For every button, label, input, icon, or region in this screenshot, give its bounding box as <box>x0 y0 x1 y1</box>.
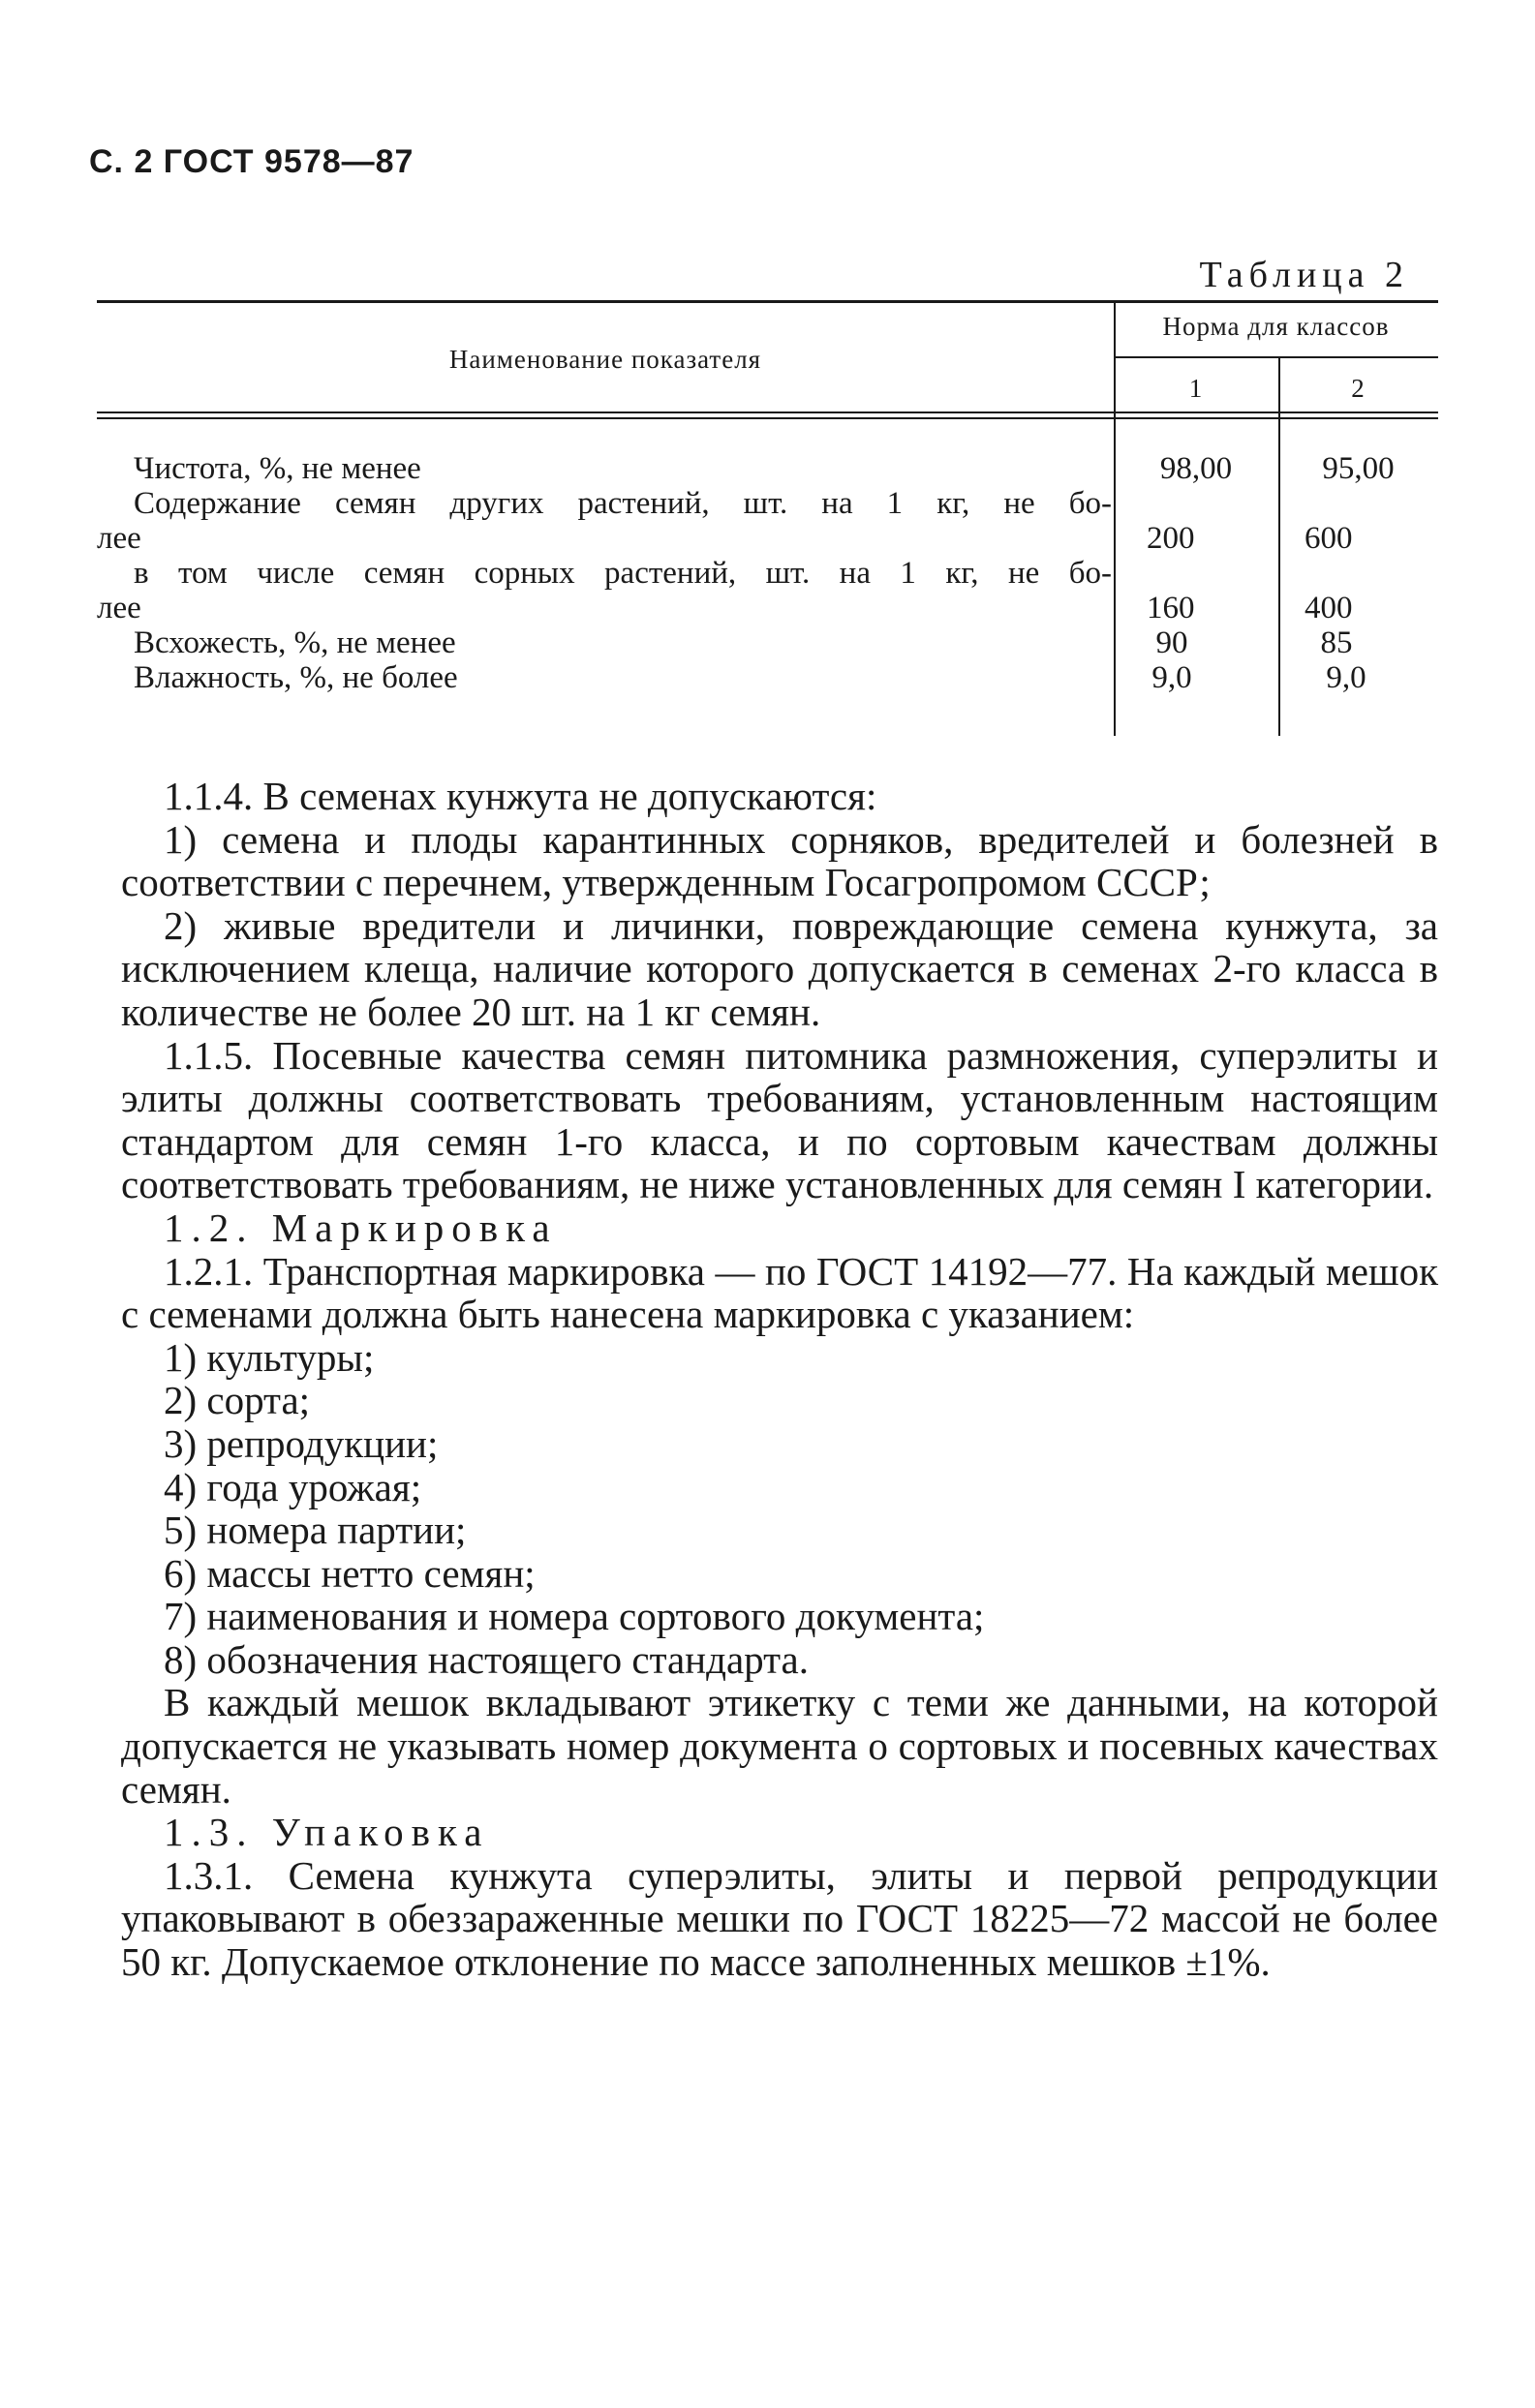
row-purity: Чистота, %, не менее <box>134 451 421 486</box>
label-paragraph: В каждый мешок вкладывают этикетку с теми же данными, на которой допускается не указывать номер документа о сортовых и посевных качествах семян. <box>121 1680 1438 1812</box>
row-moisture: Влажность, %, не более <box>134 660 458 695</box>
clause-1-1-4-item-2: 2) живые вредители и личинки, повреждающие семена кунжута, за исключением клеща, наличие которого допускается в семенах 2-го класса в количестве не более 20 шт. на 1 кг семян. <box>121 902 1438 1034</box>
section-heading-marking: 1.2. Маркировка <box>164 1204 558 1250</box>
marking-list-item: 3) репродукции; <box>164 1420 439 1466</box>
data-table <box>97 300 1438 736</box>
header-indicator-name: Наименование показателя <box>448 345 762 374</box>
table-header-rule <box>97 411 1438 413</box>
marking-list-item: 8) обозначения настоящего стандарта. <box>164 1636 810 1682</box>
table-caption: Таблица 2 <box>1199 255 1409 295</box>
row-moisture-class-2: 9,0 <box>1326 660 1366 695</box>
row-weed-seeds-cont: лее <box>97 591 141 625</box>
row-moisture-class-1: 9,0 <box>1151 660 1192 695</box>
row-germination-class-2: 85 <box>1320 625 1353 660</box>
row-purity-class-1: 98,00 <box>1159 451 1233 486</box>
marking-list-item: 6) массы нетто семян; <box>164 1550 536 1596</box>
clause-1-1-4-item-1: 1) семена и плоды карантинных сорняков, вредителей и болезней в соответствии с перечнем, утвержденным Госагропромом СССР; <box>121 816 1438 905</box>
row-other-seeds-class-1: 200 <box>1147 521 1195 556</box>
row-purity-class-2: 95,00 <box>1322 451 1395 486</box>
marking-list-item: 1) культуры; <box>164 1334 375 1380</box>
section-heading-packing: 1.3. Упаковка <box>164 1810 490 1855</box>
row-other-seeds: Содержание семян других растений, шт. на 1 кг, не бо- <box>134 486 1112 521</box>
row-weed-seeds-class-2: 400 <box>1305 591 1353 625</box>
table-header-rule-2 <box>97 417 1438 419</box>
table-top-rule <box>97 300 1438 303</box>
header-class-1: 1 <box>1188 374 1204 403</box>
table-subheader-rule <box>1114 356 1438 358</box>
marking-list-item: 7) наименования и номера сортового документа; <box>164 1594 985 1639</box>
clause-1-2-1: 1.2.1. Транспортная маркировка — по ГОСТ 14192—77. На каждый мешок с семенами должна быть нанесена маркировка с указанием: <box>121 1248 1438 1337</box>
marking-list-item: 4) года урожая; <box>164 1464 422 1509</box>
row-other-seeds-class-2: 600 <box>1305 521 1353 556</box>
row-other-seeds-cont: лее <box>97 521 141 556</box>
row-weed-seeds: в том числе семян сорных растений, шт. на 1 кг, не бо- <box>134 556 1112 591</box>
body-text <box>121 775 1438 1984</box>
row-germination: Всхожесть, %, не менее <box>134 625 456 660</box>
clause-1-1-5: 1.1.5. Посевные качества семян питомника размножения, суперэлиты и элиты должны соответствовать требованиям, установленным настоящим стандартом для семян 1-го класса, и по сортовым качествам должны соответствовать требованиям, не ниже установленных для семян I категории. <box>121 1032 1438 1207</box>
marking-list-item: 5) номера партии; <box>164 1508 467 1553</box>
marking-list-item: 2) сорта; <box>164 1378 311 1423</box>
header-norm-classes: Норма для классов <box>1162 312 1390 341</box>
clause-1-1-4: 1.1.4. В семенах кунжута не допускаются: <box>164 774 877 818</box>
row-weed-seeds-class-1: 160 <box>1147 591 1195 625</box>
header-class-2: 2 <box>1351 374 1366 403</box>
clause-1-3-1: 1.3.1. Семена кунжута суперэлиты, элиты и первой репродукции упаковывают в обеззараженные мешки по ГОСТ 18225—72 массой не более 50 кг. Допускаемое отклонение по массе заполненных мешков ±1%. <box>121 1852 1438 1985</box>
running-head: С. 2 ГОСТ 9578—87 <box>89 143 414 180</box>
row-germination-class-1: 90 <box>1155 625 1188 660</box>
